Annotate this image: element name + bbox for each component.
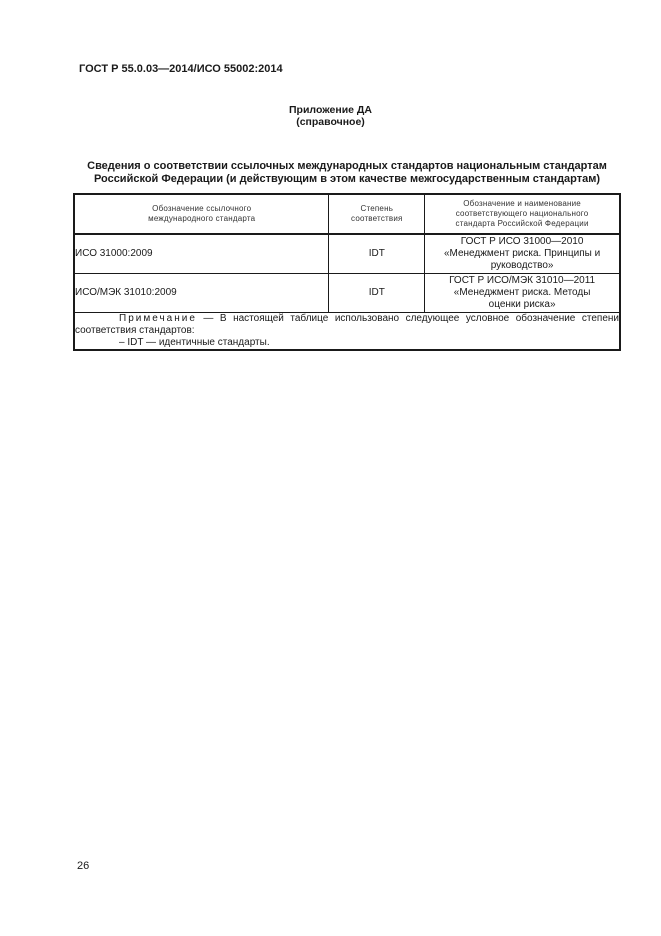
note-list-item: – IDT — идентичные стандарты. <box>119 337 270 348</box>
table-row <box>74 234 620 274</box>
table-heading <box>74 160 620 186</box>
degree-cell: IDT <box>329 274 425 313</box>
note-body: — В настоящей таблице использовано следующее условное обозначение степени соответствия стандартов: <box>75 313 619 336</box>
international-standard-cell: ИСО/МЭК 31010:2009 <box>74 274 329 313</box>
header-international-standard: Обозначение ссылочного международного стандарта <box>74 194 329 234</box>
note-label: Примечание <box>119 313 197 324</box>
document-code: ГОСТ Р 55.0.03—2014/ИСО 55002:2014 <box>79 63 283 75</box>
international-standard-cell: ИСО 31000:2009 <box>74 234 329 274</box>
annex-name: Приложение ДА <box>289 104 372 116</box>
note-text <box>75 313 619 337</box>
table-note-row <box>74 313 620 351</box>
standards-table <box>73 193 621 351</box>
table-row <box>74 274 620 313</box>
table-heading-line-1: Сведения о соответствии ссылочных международных стандартов национальным стандартам <box>87 160 607 172</box>
header-degree: Степень соответствия <box>329 194 425 234</box>
annex-type: (справочное) <box>296 116 365 128</box>
national-standard-cell: ГОСТ Р ИСО 31000—2010 «Менеджмент риска. Принципы и руководство» <box>425 234 620 274</box>
national-standard-cell: ГОСТ Р ИСО/МЭК 31010—2011 «Менеджмент риска. Методы оценки риска» <box>425 274 620 313</box>
table-heading-line-2: Российской Федерации (и действующим в этом качестве межгосударственным стандартам) <box>93 173 601 185</box>
annex-title <box>0 104 661 128</box>
table-header-row <box>74 194 620 234</box>
page-number: 26 <box>77 860 90 872</box>
header-national-standard: Обозначение и наименование соответствующего национального стандарта Российской Федерации <box>425 194 620 234</box>
table-note <box>74 313 620 351</box>
degree-cell: IDT <box>329 234 425 274</box>
